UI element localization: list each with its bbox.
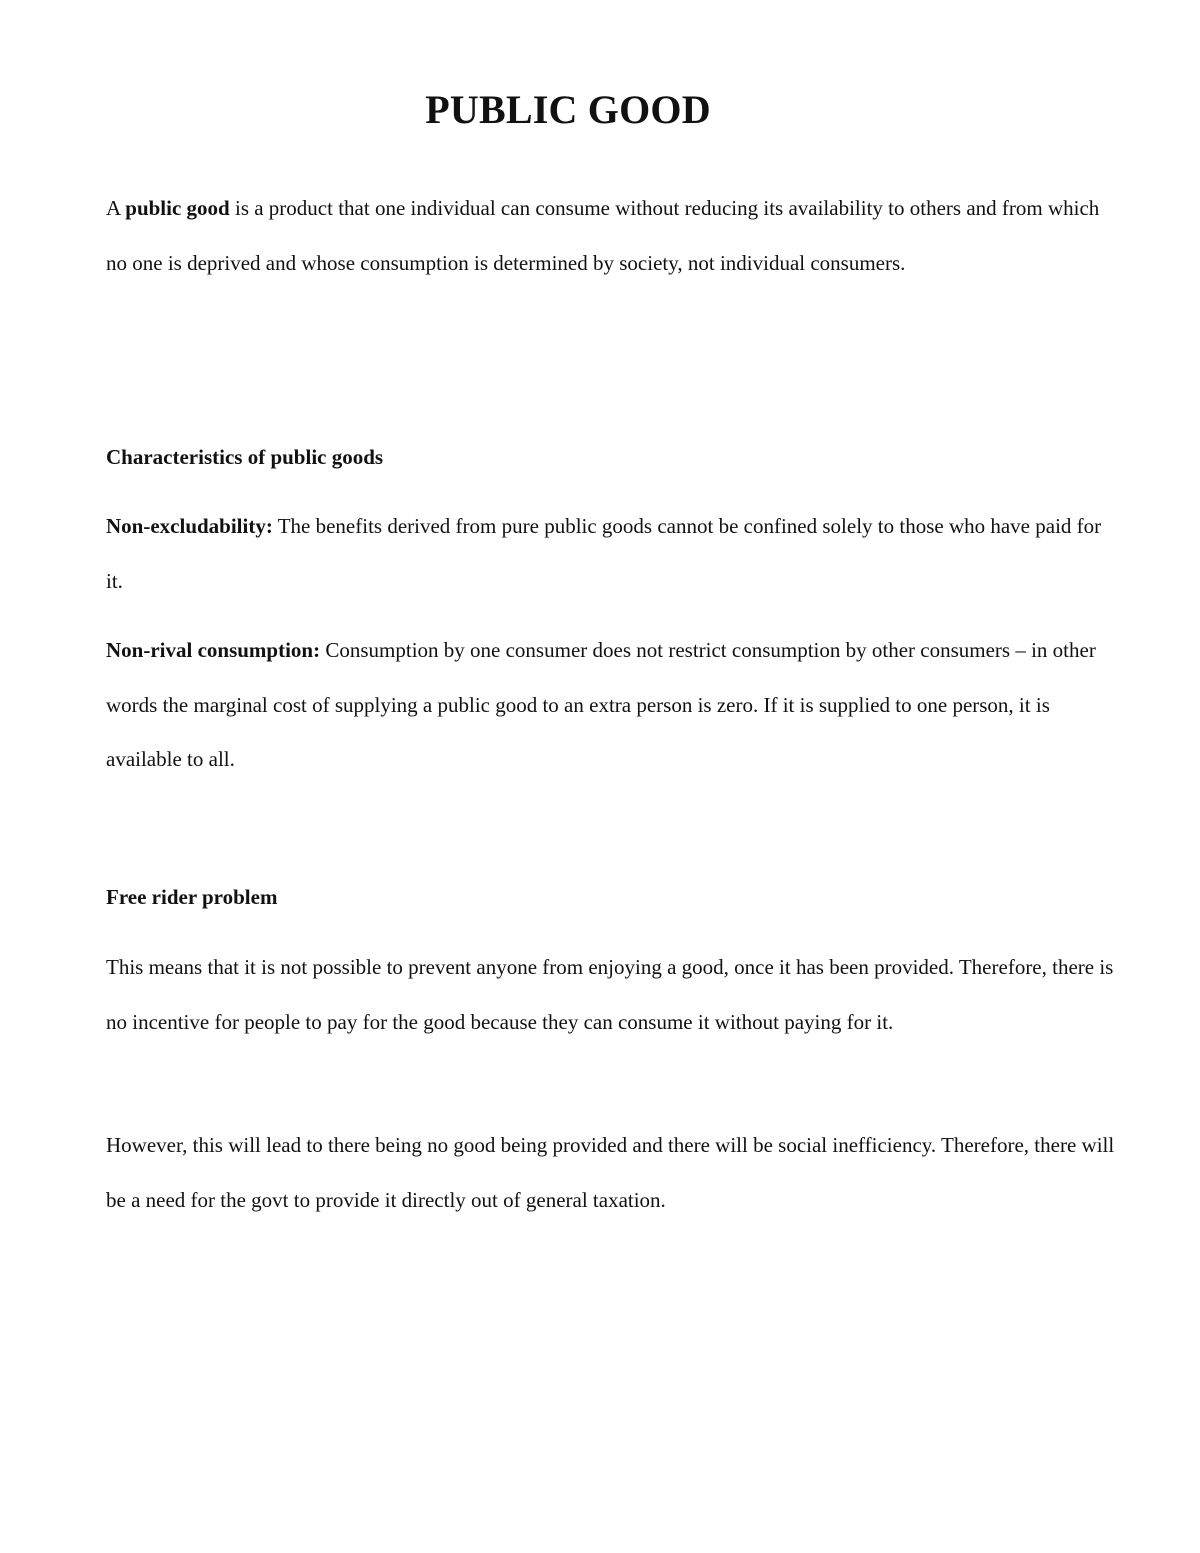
characteristic-text: Consumption by one consumer does not restrict consumption by other consumers – in other words the marginal cost of supplying a public good to an extra person is zero. If it is supplied to one person, it is available to all. bbox=[106, 638, 1096, 771]
intro-term: public good bbox=[125, 196, 230, 220]
intro-lead: A bbox=[106, 196, 126, 220]
page-title: PUBLIC GOOD bbox=[425, 87, 711, 132]
free-rider-paragraph-1: This means that it is not possible to prevent anyone from enjoying a good, once it has been provided. Therefore, there is no incentive for people to pay for the good because they can consume it without paying for it. bbox=[106, 955, 1114, 1034]
characteristic-term: Non-excludability: bbox=[106, 514, 273, 538]
characteristic-text: The benefits derived from pure public goods cannot be confined solely to those who have paid for it. bbox=[106, 514, 1102, 593]
characteristic-non-excludability bbox=[106, 499, 1116, 608]
free-rider-heading: Free rider problem bbox=[106, 885, 278, 909]
intro-text: is a product that one individual can consume without reducing its availability to others and from which no one is deprived and whose consumption is determined by society, not individual consumers. bbox=[106, 196, 1100, 275]
free-rider-paragraph-2: However, this will lead to there being no good being provided and there will be social inefficiency. Therefore, there will be a need for the govt to provide it directly out of general taxation. bbox=[106, 1133, 1115, 1212]
characteristics-heading: Characteristics of public goods bbox=[106, 445, 384, 469]
characteristic-term: Non-rival consumption: bbox=[106, 638, 321, 662]
intro-paragraph bbox=[106, 181, 1116, 290]
characteristic-non-rival bbox=[106, 623, 1116, 787]
